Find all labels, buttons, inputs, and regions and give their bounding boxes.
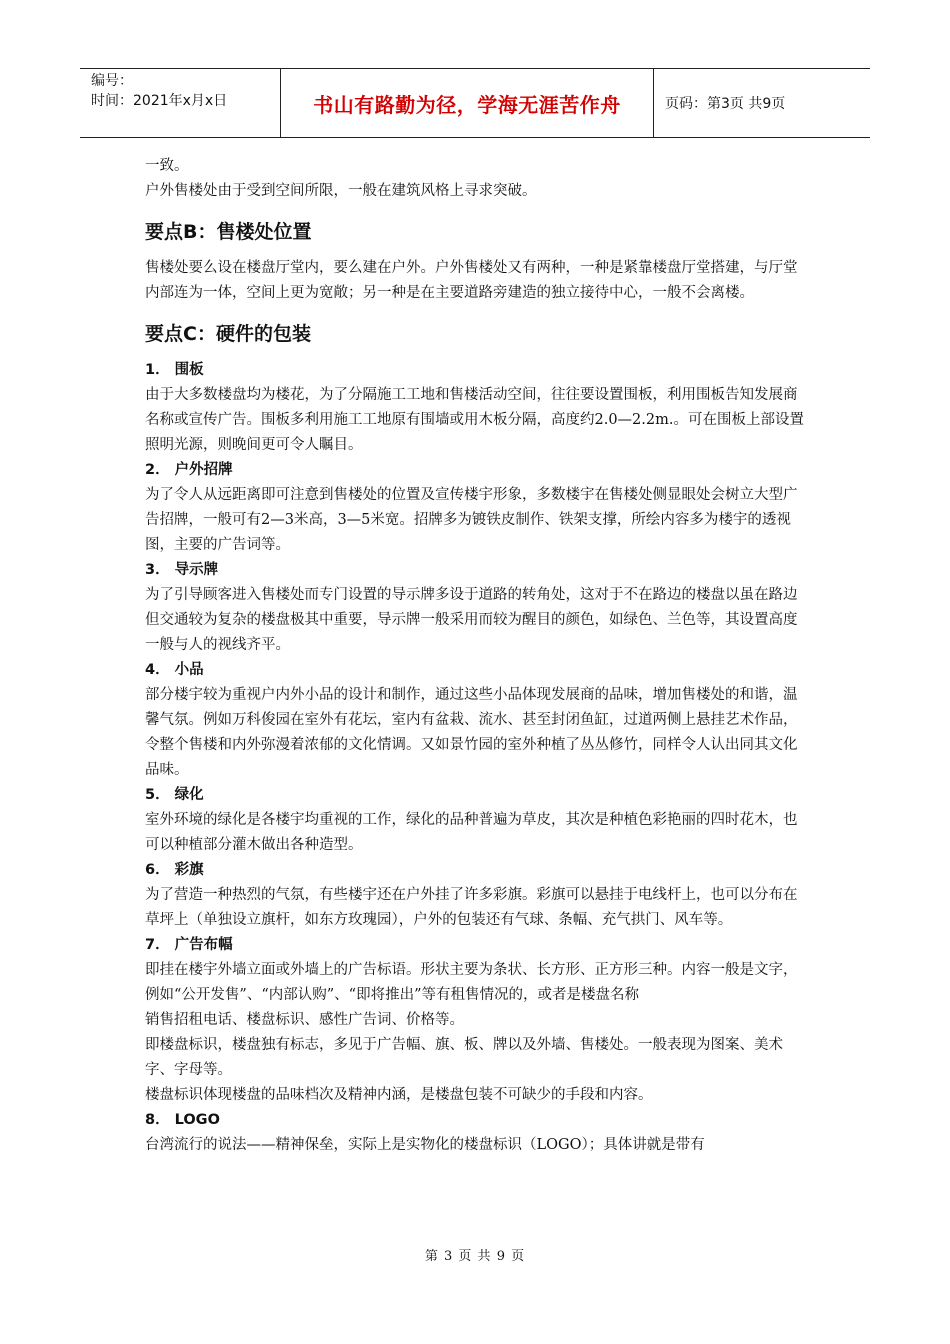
item-text-3: 为了引导顾客进入售楼处而专门设置的导示牌多设于道路的转角处，这对于不在路边的楼盘以虽在路边但交通较为复杂的楼盘极其中重要，导示牌一般采用而较为醒目的颜色，如绿色、兰色等，其设置高度一般与人的视线齐平。: [145, 587, 798, 653]
item-text-7c: 即楼盘标识，楼盘独有标志，多见于广告幅、旗、板、牌以及外墙、售楼处。一般表现为图案、美术字、字母等。: [145, 1037, 783, 1078]
motto-text: 书山有路勤为径，学海无涯苦作舟: [313, 92, 621, 117]
page-footer: 第 3 页 共 9 页: [424, 1249, 526, 1264]
header-motto-cell: [281, 69, 654, 137]
item-text-6: 为了营造一种热烈的气氛，有些楼宇还在户外挂了许多彩旗。彩旗可以悬挂于电线杆上，也可以分布在草坪上（单独设立旗杆，如东方玫瑰园），户外的包装还有气球、条幅、充气拱门、风车等。: [145, 887, 798, 928]
paragraph-intro-2: 户外售楼处由于受到空间所限，一般在建筑风格上寻求突破。: [145, 183, 537, 199]
item-text-7d: 楼盘标识体现楼盘的品味档次及精神内涵，是楼盘包装不可缺少的手段和内容。: [145, 1087, 653, 1103]
item-title-7: 7． 广告布幅: [145, 937, 233, 953]
item-text-2: 为了令人从远距离即可注意到售楼处的位置及宣传楼宇形象，多数楼宇在售楼处侧显眼处会树立大型广告招牌，一般可有2—3米高，3—5米宽。招牌多为镀铁皮制作、铁架支撑，所绘内容多为楼宇的透视图，主要的广告词等。: [145, 487, 798, 553]
header-page-cell: [654, 69, 870, 137]
header-meta-cell: [80, 69, 281, 137]
number-label: 编号：: [91, 73, 133, 89]
paragraph-point-b: 售楼处要么设在楼盘厅堂内，要么建在户外。户外售楼处又有两种，一种是紧靠楼盘厅堂搭建，与厅堂内部连为一体，空间上更为宽敞；另一种是在主要道路旁建造的独立接待中心，一般不会离楼。: [145, 260, 798, 301]
heading-point-c: 要点C：硬件的包装: [145, 323, 311, 345]
item-title-2: 2． 户外招牌: [145, 462, 233, 478]
item-text-7: 即挂在楼宇外墙立面或外墙上的广告标语。形状主要为条状、长方形、正方形三种。内容一般是文字，例如“公开发售”、“内部认购”、“即将推出”等有租售情况的，或者是楼盘名称: [145, 962, 798, 1003]
item-text-1: 由于大多数楼盘均为楼花，为了分隔施工工地和售楼活动空间，往往要设置围板，利用围板告知发展商名称或宣传广告。围板多利用施工工地原有围墙或用木板分隔，高度约2.0—2.2m.。可在围板上部设置照明光源，则晚间更可令人瞩目。: [145, 387, 804, 453]
page-header: [80, 68, 870, 138]
item-text-7b: 销售招租电话、楼盘标识、感性广告词、价格等。: [145, 1012, 464, 1028]
heading-point-b: 要点B：售楼处位置: [145, 221, 312, 243]
item-title-4: 4． 小品: [145, 662, 204, 678]
item-title-8: 8． LOGO: [145, 1112, 220, 1128]
item-title-3: 3． 导示牌: [145, 562, 219, 578]
paragraph-intro-1: 一致。: [145, 158, 189, 174]
item-title-6: 6． 彩旗: [145, 862, 204, 878]
item-text-8: 台湾流行的说法——精神保垒，实际上是实物化的楼盘标识（LOGO）；具体讲就是带有: [145, 1137, 705, 1153]
item-text-5: 室外环境的绿化是各楼宇均重视的工作，绿化的品种普遍为草皮，其次是种植色彩艳丽的四时花木，也可以种植部分灌木做出各种造型。: [145, 812, 798, 853]
item-title-1: 1． 围板: [145, 362, 204, 378]
time-label: 时间：2021年x月x日: [91, 93, 228, 109]
item-title-5: 5． 绿化: [145, 787, 204, 803]
document-body: [145, 154, 810, 1158]
item-text-4: 部分楼宇较为重视户内外小品的设计和制作，通过这些小品体现发展商的品味，增加售楼处的和谐，温馨气氛。例如万科俊园在室外有花坛，室内有盆栽、流水、甚至封闭鱼缸，过道两侧上悬挂艺术作品，令整个售楼和内外弥漫着浓郁的文化情调。又如景竹园的室外种植了丛丛修竹，同样令人认出同其文化品味。: [145, 687, 798, 778]
page-number-label: 页码：第3页 共9页: [665, 96, 786, 112]
